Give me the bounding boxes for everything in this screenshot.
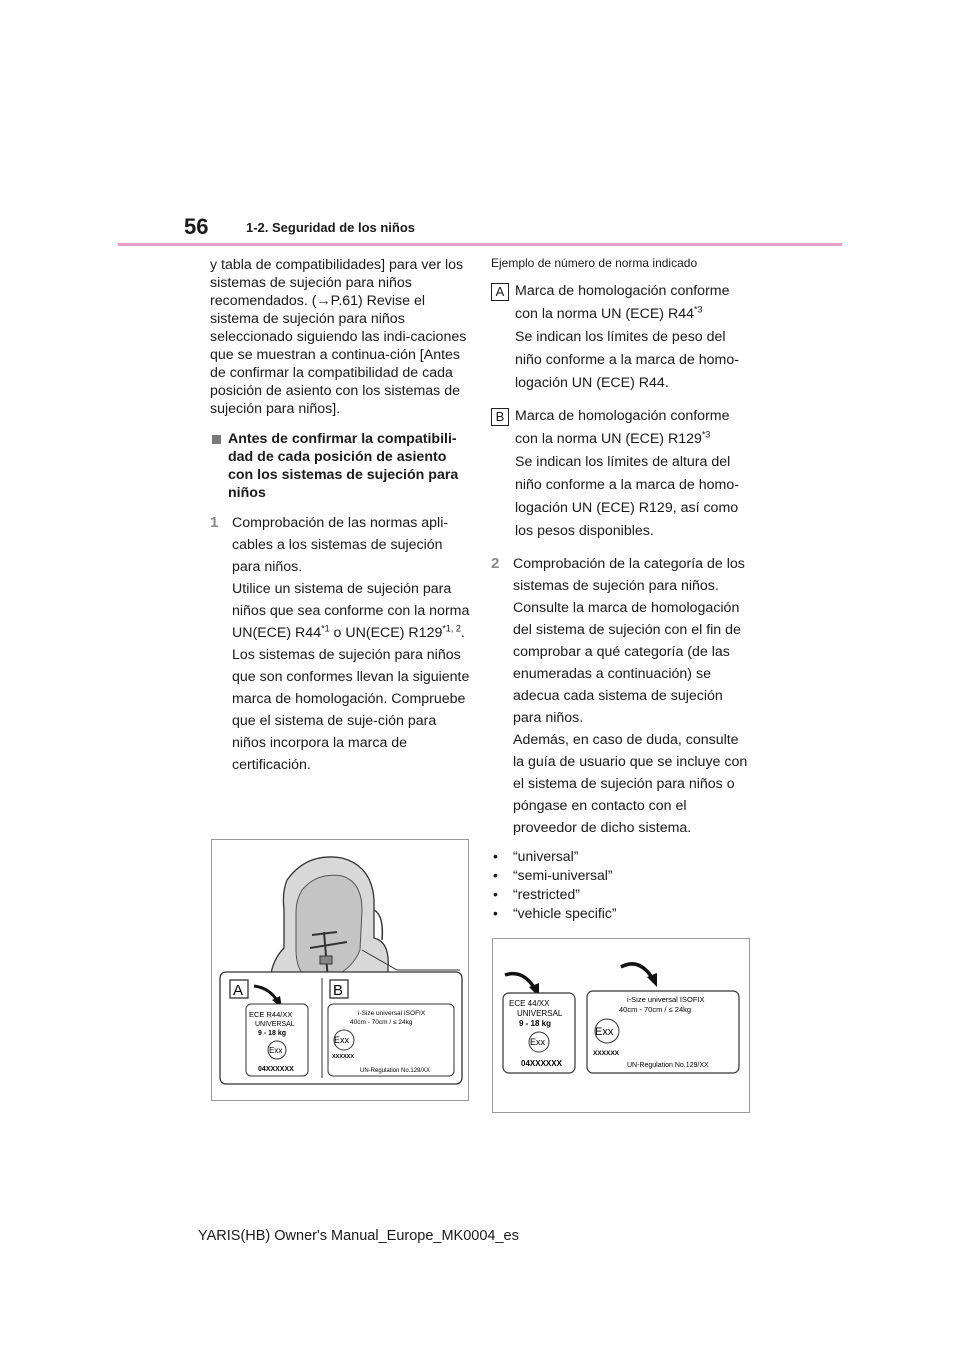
- svg-text:9 - 18 kg: 9 - 18 kg: [519, 1019, 552, 1028]
- svg-text:XXXXXX: XXXXXX: [332, 1054, 355, 1060]
- right-column: [491, 256, 753, 923]
- step-1-text-b: Utilice un sistema de sujeción para niños que sea conforme con la norma UN(ECE) R44$^{*1}$ o UN(ECE) R129$^{*1, 2}$.: [232, 581, 470, 641]
- svg-text:UN-Regulation No.129/XX: UN-Regulation No.129/XX: [360, 1068, 431, 1074]
- step-number: 2: [491, 555, 500, 572]
- intro-paragraph: y tabla de compatibilidades] para ver los sistemas de sujeción para niños recomendados. (→P.61) Revise el sistema de sujeción para niños seleccionado siguiendo las indi-caciones que se muestran a continua-ción [Antes de confirmar la compatibilidad de cada posición de asiento con los sistemas de sujeción para niños].: [210, 257, 467, 417]
- svg-text:Exx: Exx: [269, 1046, 283, 1055]
- header-rule: [118, 243, 842, 246]
- svg-text:ECE 44/XX: ECE 44/XX: [509, 999, 550, 1008]
- footer: YARIS(HB) Owner's Manual_Europe_MK0004_es: [198, 1228, 519, 1244]
- svg-text:XXXXXX: XXXXXX: [593, 1050, 620, 1057]
- step-1-text-c: Los sistemas de sujeción para niños que son conformes llevan la siguiente marca de homologación. Compruebe que el sistema de suje-ción para niños incorpora la marca de certificación.: [232, 647, 470, 773]
- label-box-b: B: [491, 408, 509, 426]
- svg-text:i-Size universal ISOFIX: i-Size universal ISOFIX: [358, 1010, 426, 1017]
- svg-text:40cm - 70cm / ≤ 24kg: 40cm - 70cm / ≤ 24kg: [619, 1005, 692, 1014]
- item-a-text: Marca de homologación conforme con la norma UN (ECE) R44: [515, 283, 730, 322]
- subheading-text: Antes de confirmar la compatibili-dad de cada posición de asiento con los sistemas de sujeción para niños: [228, 431, 459, 501]
- step-2-text-c: Además, en caso de duda, consulte la guía de usuario que se incluye con el sistema de sujeción para niños o póngase en contacto con el proveedor de dicho sistema.: [513, 732, 748, 836]
- category-item: • “vehicle specific”: [491, 904, 753, 923]
- step-number: 1: [210, 514, 219, 531]
- square-bullet-icon: [212, 435, 221, 444]
- svg-text:40cm - 70cm / ≤ 24kg: 40cm - 70cm / ≤ 24kg: [350, 1019, 413, 1026]
- page-number: 56: [184, 214, 209, 239]
- svg-text:UNIVERSAL: UNIVERSAL: [255, 1021, 295, 1028]
- item-a-description: Se indican los límites de peso del niño conforme a la marca de homo-logación UN (ECE) R44.: [515, 329, 739, 391]
- svg-text:ECE R44/XX: ECE R44/XX: [249, 1010, 293, 1019]
- left-column: [210, 256, 472, 776]
- step-2-text-b: Consulte la marca de homologación del sistema de sujeción con el fin de comprobar a qué categoría (de las enumeradas a continuación) se adecua cada sistema de sujeción para niños.: [513, 600, 741, 726]
- subheading: [210, 430, 472, 502]
- svg-text:UNIVERSAL: UNIVERSAL: [517, 1009, 563, 1018]
- svg-text:04XXXXXX: 04XXXXXX: [258, 1066, 294, 1073]
- category-item: • “semi-universal”: [491, 866, 753, 885]
- item-b-text: Marca de homologación conforme con la norma UN (ECE) R129: [515, 408, 730, 447]
- step-1: [210, 512, 472, 776]
- figure-label-a: A: [233, 982, 244, 999]
- item-b-description: Se indican los límites de altura del niño conforme a la marca de homo-logación UN (ECE) R129, así como los pesos disponibles.: [515, 454, 739, 539]
- step-1-text-a: Comprobación de las normas apli-cables a los sistemas de sujeción para niños.: [232, 515, 449, 575]
- label-example-illustration: [493, 939, 749, 1112]
- child-seat-figure: [211, 839, 469, 1101]
- category-item: • “restricted”: [491, 885, 753, 904]
- svg-text:UN-Regulation No.129/XX: UN-Regulation No.129/XX: [627, 1062, 709, 1069]
- step-2: [491, 553, 753, 839]
- svg-text:Exx: Exx: [530, 1037, 546, 1047]
- figure-label-b: B: [333, 982, 344, 999]
- item-b: B Marca de homologación conforme con la norma UN (ECE) R129$^{*3}$ Se indican los límites de altura del niño conforme a la marca de homo-logación UN (ECE) R129, así como los pesos disponibles.: [491, 405, 753, 543]
- child-seat-illustration: [212, 840, 468, 1100]
- section-title: 1-2. Seguridad de los niños: [246, 220, 416, 235]
- category-item: • “universal”: [491, 847, 753, 866]
- svg-text:04XXXXXX: 04XXXXXX: [521, 1059, 562, 1068]
- label-box-a: A: [491, 283, 509, 301]
- category-list: [491, 847, 753, 923]
- svg-text:Exx: Exx: [595, 1026, 614, 1038]
- buckle-icon: [320, 956, 332, 964]
- svg-text:i-Size universal ISOFIX: i-Size universal ISOFIX: [627, 995, 705, 1004]
- figure-caption: Ejemplo de número de norma indicado: [491, 256, 698, 270]
- svg-text:9 - 18 kg: 9 - 18 kg: [258, 1030, 287, 1037]
- svg-text:Exx: Exx: [334, 1035, 350, 1045]
- label-example-figure: [492, 938, 750, 1113]
- seat-handle-icon: [374, 910, 382, 940]
- item-a: A Marca de homologación conforme con la norma UN (ECE) R44$^{*3}$ Se indican los límites de peso del niño conforme a la marca de homo-logación UN (ECE) R44.: [491, 280, 753, 395]
- step-2-text-a: Comprobación de la categoría de los sistemas de sujeción para niños.: [513, 556, 745, 594]
